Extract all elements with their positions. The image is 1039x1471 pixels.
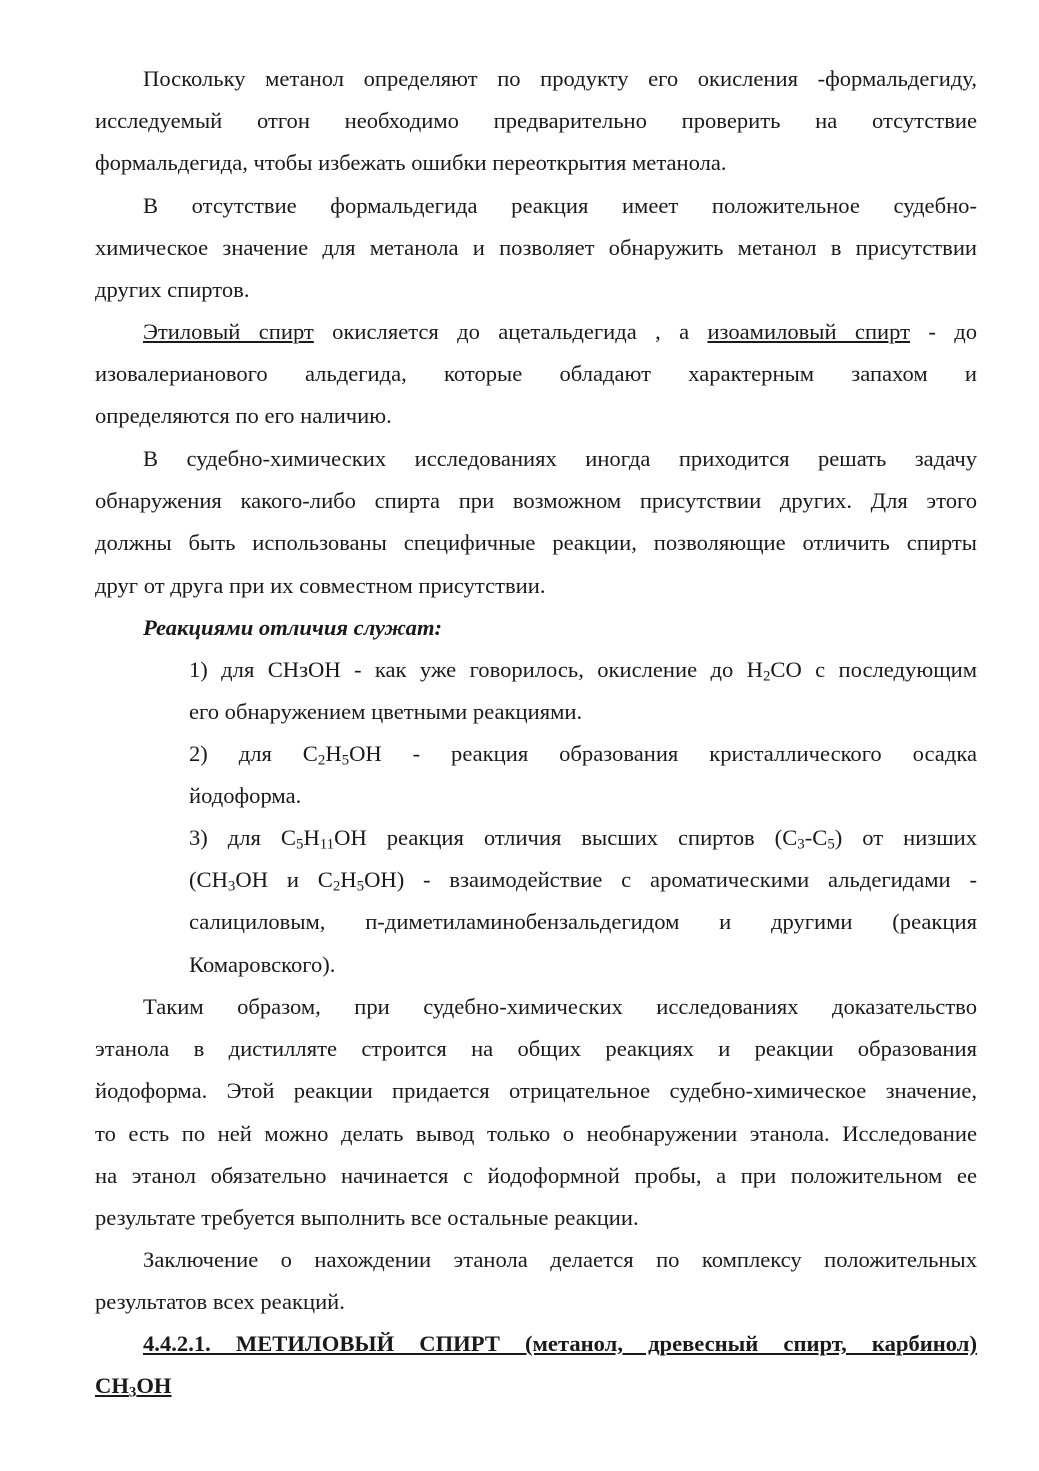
- text-fragment: окисляется до ацетальдегида , а: [313, 319, 708, 344]
- text-line: В отсутствие формальдегида реакция имеет положительное судебно-: [143, 193, 977, 218]
- text-line: йодоформа.: [189, 783, 302, 809]
- subscript: 5: [341, 752, 350, 769]
- paragraph-specific-reactions: [95, 438, 977, 607]
- text-line: Поскольку метанол определяют по продукту его окисления -формальдегиду,: [143, 66, 977, 91]
- text-line: изовалерианового альдегида, которые обладают характерным запахом и: [95, 361, 977, 387]
- subscript: 5: [356, 878, 365, 895]
- text-line: должны быть использованы специфичные реакции, позволяющие отличить спирты: [95, 530, 977, 556]
- paragraph-ethyl-isoamyl: [95, 311, 977, 438]
- text-line: [189, 733, 977, 775]
- subscript: 5: [295, 836, 304, 853]
- text-line: обнаружения какого-либо спирта при возможном присутствии других. Для этого: [95, 488, 977, 514]
- paragraph-formaldehyde-absence: [95, 185, 977, 312]
- section-title: 4.4.2.1. МЕТИЛОВЫЙ СПИРТ (метанол, древесный спирт, карбинол): [143, 1331, 977, 1356]
- subscript: 3: [797, 836, 805, 853]
- text-fragment: 1) для СНзОН - как уже говорилось, окисление до Н: [189, 657, 763, 682]
- text-line: Комаровского).: [189, 951, 336, 977]
- text-line: Заключение о нахождении этанола делается по комплексу положительных: [143, 1247, 977, 1272]
- text-fragment: 2) для С: [189, 741, 318, 766]
- term-isoamyl-alcohol: изоамиловый спирт: [707, 319, 910, 344]
- text-fragment: 3) для С: [189, 825, 296, 850]
- list-item-amyl: [189, 817, 977, 986]
- text-line: Таким образом, при судебно-химических исследованиях доказательство: [143, 994, 977, 1019]
- paragraph-conclusion: [95, 1239, 977, 1323]
- subscript: 2: [332, 878, 341, 895]
- text-line: то есть по ней можно делать вывод только о необнаружении этанола. Исследование: [95, 1120, 977, 1146]
- text-line: его обнаружением цветными реакциями.: [189, 699, 583, 725]
- text-fragment: Н: [303, 825, 320, 850]
- paragraph-methanol-formaldehyde: [95, 58, 977, 185]
- text-line: йодоформа. Этой реакции придается отрицательное судебно-химическое значение,: [95, 1078, 977, 1104]
- term-ethyl-alcohol: Этиловый спирт: [143, 319, 314, 344]
- text-line: формальдегида, чтобы избежать ошибки переоткрытия метанола.: [95, 150, 727, 176]
- text-line: [189, 817, 977, 859]
- text-fragment: Н: [340, 867, 357, 893]
- subscript: 3: [128, 1384, 137, 1401]
- text-line: определяются по его наличию.: [95, 403, 392, 429]
- section-formula: [95, 1365, 977, 1407]
- section-heading: [95, 1323, 977, 1407]
- text-fragment: -С: [804, 825, 828, 850]
- text-fragment: ОН) - взаимодействие с ароматическими альдегидами -: [364, 867, 977, 893]
- text-line: салициловым, п-диметиламинобензальдегидом и другими (реакция: [189, 909, 977, 935]
- text-fragment: (СН: [189, 867, 228, 893]
- subscript: 2: [762, 668, 771, 685]
- text-fragment: ОН реакция отличия высших спиртов (С: [334, 825, 798, 850]
- text-fragment: СО с последующим: [770, 657, 977, 682]
- subscript: 2: [317, 752, 326, 769]
- text-line: [189, 649, 977, 691]
- text-fragment: ОН: [136, 1373, 172, 1399]
- text-line: [189, 859, 977, 901]
- text-line: результате требуется выполнить все остальные реакции.: [95, 1205, 639, 1231]
- subscript: 5: [827, 836, 835, 853]
- text-line: результатов всех реакций.: [95, 1289, 345, 1315]
- text-fragment: Н: [325, 741, 342, 766]
- text-line: других спиртов.: [95, 277, 250, 303]
- text-fragment: ОН - реакция образования кристаллического осадка: [349, 741, 977, 766]
- subscript: 11: [319, 836, 335, 853]
- subscript: 3: [227, 878, 236, 895]
- text-fragment: ) от низших: [834, 825, 977, 850]
- reactions-heading: [95, 607, 977, 649]
- text-line: [95, 311, 977, 353]
- text-fragment: ОН и С: [235, 867, 333, 893]
- text-fragment: - до: [910, 319, 977, 344]
- subheading-text: Реакциями отличия служат:: [143, 615, 443, 640]
- text-line: этанола в дистилляте строится на общих реакциях и реакции образования: [95, 1036, 977, 1062]
- list-item-methanol: [189, 649, 977, 733]
- text-line: друг от друга при их совместном присутствии.: [95, 572, 546, 598]
- paragraph-ethanol-proof: [95, 986, 977, 1239]
- text-line: химическое значение для метанола и позволяет обнаружить метанол в присутствии: [95, 235, 977, 261]
- text-line: исследуемый отгон необходимо предварительно проверить на отсутствие: [95, 108, 977, 134]
- text-line: на этанол обязательно начинается с йодоформной пробы, а при положительном ее: [95, 1162, 977, 1188]
- list-item-ethanol: [189, 733, 977, 817]
- text-line: В судебно-химических исследованиях иногда приходится решать задачу: [143, 446, 977, 471]
- text-fragment: СН: [95, 1373, 129, 1399]
